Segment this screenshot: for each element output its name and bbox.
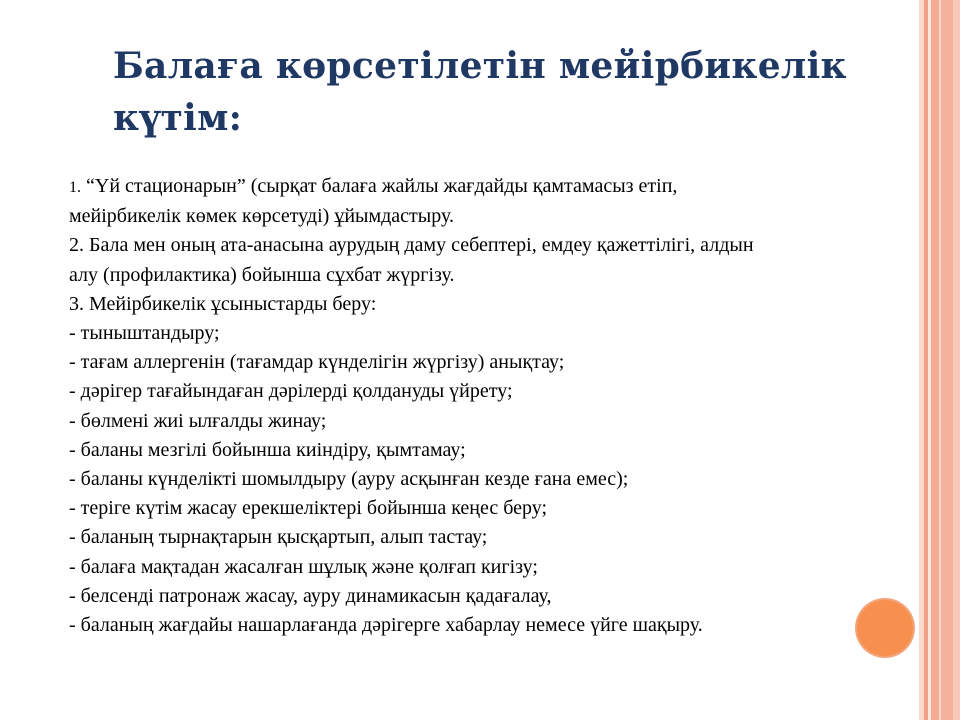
item-text: “Үй стационарын” (сырқат балаға жайлы жағдайды қамтамасыз етіп, [86,175,678,197]
stripe [953,0,960,720]
slide-title-line1: Балаға көрсетілетін мейірбикелік [113,45,847,87]
slide-title-line2: күтім: [113,97,243,139]
bullet-item: - теріге күтім жасау ерекшеліктері бойынша кеңес беру; [69,497,548,520]
list-item: 2. Бала мен оның ата-анасына аурудың даму себептері, емдеу қажеттілігі, алдын [69,234,754,257]
stripe [931,0,939,720]
item-text: мейірбикелік көмек көрсетуді) ұйымдастыру. [69,205,454,228]
item-number: 1. [69,179,81,196]
bullet-item: - баланың тырнақтарын қысқартып, алып тастау; [69,526,488,549]
slide-title [113,40,913,144]
bullet-item: - дәрігер тағайындаған дәрілерді қолдануды үйрету; [69,380,513,403]
list-item [69,172,909,202]
list-item: 3. Мейірбикелік ұсыныстарды беру: [69,292,377,315]
bullet-item: - белсенді патронаж жасау, ауру динамикасын қадағалау, [69,584,552,607]
decorative-circle-icon [857,600,913,656]
item-text: алу (профилактика) бойынша сұхбат жүргізу. [69,263,455,286]
bullet-item: - тыныштандыру; [69,322,220,345]
bullet-item: - тағам аллергенін (тағамдар күнделігін жүргізу) анықтау; [69,351,565,374]
bullet-item: - баланы мезгілі бойынша киіндіру, қымтамау; [69,438,466,461]
bullet-item: - бөлмені жиі ылғалды жинау; [69,409,327,432]
bullet-item: - баланың жағдайы нашарлағанда дәрігерге хабарлау немесе үйге шақыру. [69,614,703,637]
slide-body [69,172,909,640]
bullet-item: - балаға мақтадан жасалған шұлық және қолғап кигізу; [69,555,538,578]
bullet-item: - баланы күнделікті шомылдыру (ауру асқынған кезде ғана емес); [69,468,629,491]
stripe [941,0,953,720]
